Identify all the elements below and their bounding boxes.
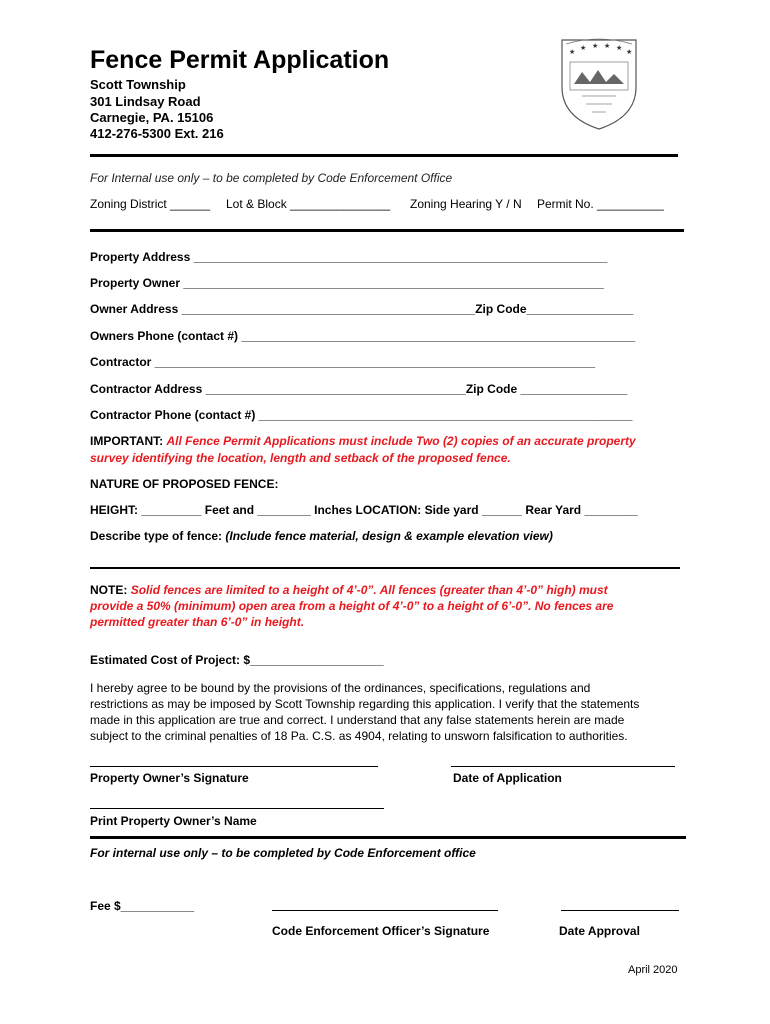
contractor-field[interactable]: Contractor __________________________________________________________________ (90, 355, 596, 369)
revision-date: April 2020 (628, 964, 678, 976)
nature-heading: NATURE OF PROPOSED FENCE: (90, 477, 279, 491)
header-divider (90, 154, 678, 157)
agreement-line-4: subject to the criminal penalties of 18 Pa. C.S. as 4904, relating to unsworn falsification to authorities. (90, 729, 628, 743)
svg-text:★: ★ (592, 42, 599, 50)
zoning-district-field[interactable]: Zoning District ______ (90, 197, 211, 211)
lot-block-field[interactable]: Lot & Block _______________ (226, 197, 391, 211)
print-name-line[interactable] (90, 808, 384, 809)
important-label: IMPORTANT: (90, 434, 164, 448)
date-approval-line[interactable] (561, 910, 679, 911)
svg-text:★: ★ (580, 44, 587, 52)
svg-text:★: ★ (569, 48, 576, 56)
property-owner-field[interactable]: Property Owner _______________________________________________________________ (90, 276, 604, 290)
zoning-hearing-field[interactable]: Zoning Hearing Y / N (410, 197, 522, 211)
important-text-2: survey identifying the location, length and setback of the proposed fence. (90, 451, 511, 465)
note-line-1 (90, 583, 608, 597)
important-line-1 (90, 434, 636, 448)
agreement-line-1: I hereby agree to be bound by the provisions of the ordinances, specifications, regulations and (90, 681, 591, 695)
note-text-2: provide a 50% (minimum) open area from a height of 4’-0” to a height of 6’-0”. No fences are (90, 599, 614, 613)
svg-text:★: ★ (626, 48, 633, 56)
contractor-address-field[interactable]: Contractor Address _______________________________________Zip Code ________________ (90, 382, 628, 396)
date-application-line[interactable] (451, 766, 675, 767)
internal-divider (90, 229, 684, 232)
date-application-label: Date of Application (453, 771, 562, 785)
internal-note-bottom: For internal use only – to be completed by Code Enforcement office (90, 846, 476, 860)
agreement-line-2: restrictions as may be imposed by Scott Township regarding this application. I verify that the statements (90, 697, 640, 711)
officer-signature-label: Code Enforcement Officer’s Signature (272, 924, 490, 938)
owner-signature-line[interactable] (90, 766, 378, 767)
describe-hint: (Include fence material, design & example elevation view) (225, 529, 553, 543)
owner-signature-label: Property Owner’s Signature (90, 771, 249, 785)
page-title: Fence Permit Application (90, 46, 390, 74)
owner-address-field[interactable]: Owner Address ____________________________________________Zip Code________________ (90, 302, 634, 316)
print-name-label: Print Property Owner’s Name (90, 814, 257, 828)
height-location-field[interactable]: HEIGHT: _________ Feet and ________ Inches LOCATION: Side yard ______ Rear Yard ________ (90, 503, 638, 517)
agreement-line-3: made in this application are true and correct. I understand that any false statements herein are made (90, 713, 625, 727)
note-label: NOTE: (90, 583, 128, 597)
internal-note-top: For Internal use only – to be completed by Code Enforcement Office (90, 171, 453, 185)
officer-signature-line[interactable] (272, 910, 498, 911)
estimated-cost-field[interactable]: Estimated Cost of Project: $____________________ (90, 653, 384, 667)
svg-text:★: ★ (604, 42, 611, 50)
note-text-1: Solid fences are limited to a height of 4’-0”. All fences (greater than 4’-0” high) must (130, 583, 608, 597)
address-line-1: Scott Township (90, 77, 186, 92)
township-seal-icon (556, 32, 642, 132)
svg-text:★: ★ (616, 44, 623, 52)
note-text-3: permitted greater than 6’-0” in height. (90, 615, 305, 629)
describe-fence-label (90, 529, 553, 543)
property-address-field[interactable]: Property Address ______________________________________________________________ (90, 250, 608, 264)
important-text-1: All Fence Permit Applications must include Two (2) copies of an accurate property (166, 434, 636, 448)
address-line-4: 412-276-5300 Ext. 216 (90, 126, 224, 141)
permit-number-field[interactable]: Permit No. __________ (537, 197, 664, 211)
address-line-2: 301 Lindsay Road (90, 94, 201, 109)
contractor-phone-field[interactable]: Contractor Phone (contact #) ________________________________________________________ (90, 408, 633, 422)
bottom-divider (90, 836, 686, 839)
describe-fence-input-line[interactable] (90, 567, 680, 569)
fee-field[interactable]: Fee $___________ (90, 899, 195, 913)
address-line-3: Carnegie, PA. 15106 (90, 110, 214, 125)
date-approval-label: Date Approval (559, 924, 640, 938)
describe-label: Describe type of fence: (90, 529, 223, 543)
owners-phone-field[interactable]: Owners Phone (contact #) ___________________________________________________________ (90, 329, 636, 343)
